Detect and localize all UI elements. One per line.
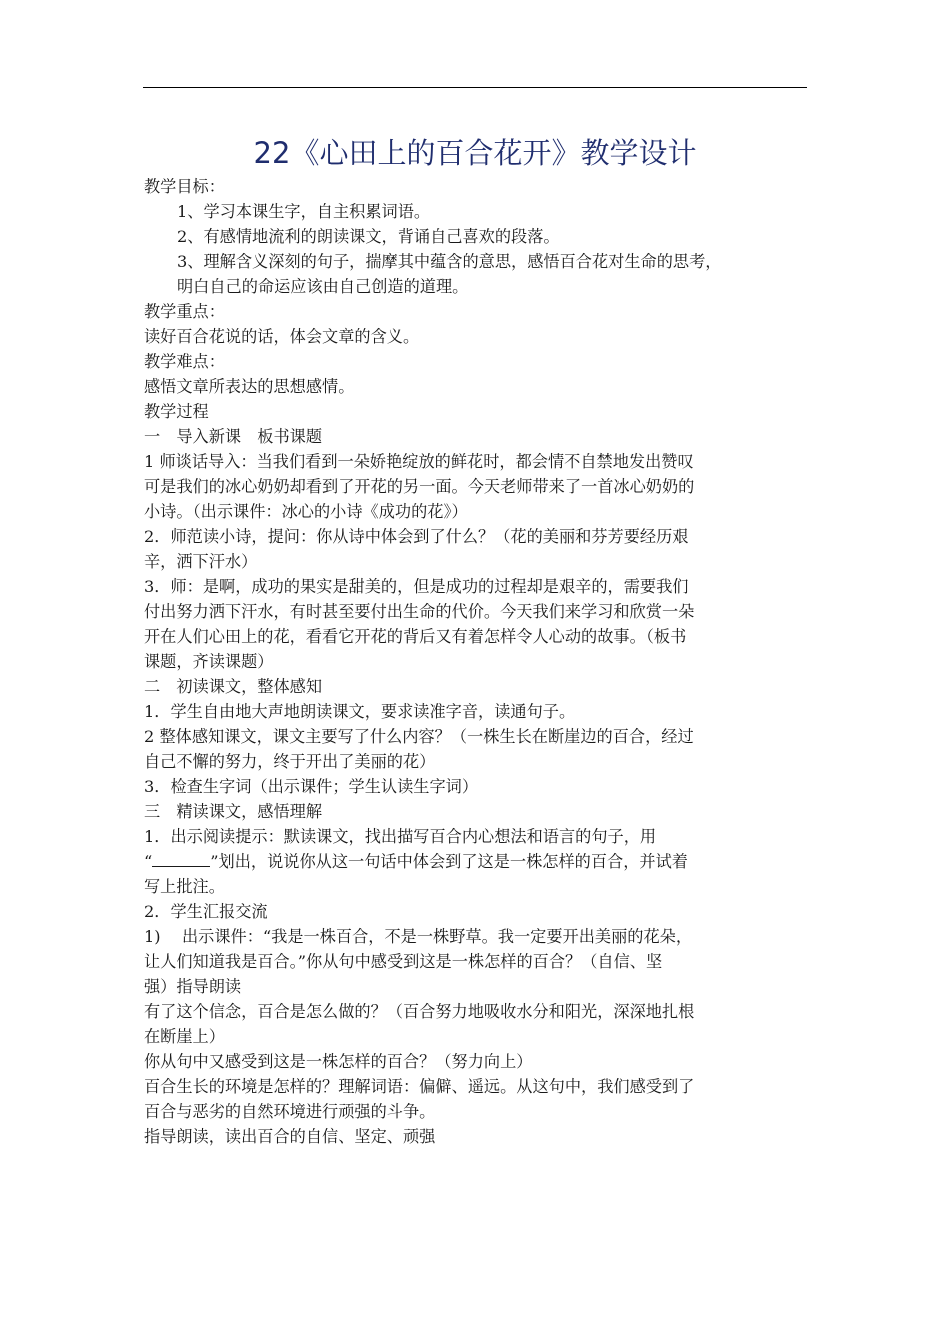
objective-item-1: 1、学习本课生字，自主积累词语。	[177, 202, 431, 221]
paragraph-line: 1．出示阅读提示：默读课文，找出描写百合内心想法和语言的句子，用	[144, 827, 657, 846]
paragraph-line: 指导朗读，读出百合的自信、坚定、顽强	[144, 1127, 436, 1146]
paragraph-line: 1 师谈话导入：当我们看到一朵娇艳绽放的鲜花时，都会情不自禁地发出赞叹	[144, 452, 694, 471]
section-heading-process: 教学过程	[144, 402, 209, 421]
document-body	[144, 174, 808, 1149]
objective-item-2: 2、有感情地流利的朗读课文，背诵自己喜欢的段落。	[177, 227, 560, 246]
objective-item-3-cont: 明白自己的命运应该由自己创造的道理。	[177, 277, 469, 296]
paragraph-line: 2．师范读小诗，提问：你从诗中体会到了什么？（花的美丽和芬芳要经历艰	[144, 527, 689, 546]
paragraph-line: 百合生长的环境是怎样的？理解词语：偏僻、遥远。从这句中，我们感受到了	[144, 1077, 695, 1096]
paragraph-line: 3．师：是啊，成功的果实是甜美的，但是成功的过程却是艰辛的，需要我们	[144, 577, 689, 596]
open-quote: “	[144, 852, 153, 871]
paragraph-line: 1) 出示课件：“我是一株百合，不是一株野草。我一定要开出美丽的花朵，	[144, 927, 693, 946]
fill-in-blank	[152, 849, 210, 867]
paragraph-line: 有了这个信念，百合是怎么做的？（百合努力地吸收水分和阳光，深深地扎根	[144, 1002, 695, 1021]
header-rule	[143, 87, 807, 88]
objective-item-3: 3、理解含义深刻的句子，揣摩其中蕴含的意思，感悟百合花对生命的思考，	[177, 252, 722, 271]
paragraph-line: 写上批注。	[144, 877, 225, 896]
paragraph-line: 小诗。（出示课件：冰心的小诗《成功的花》）	[144, 502, 468, 521]
difficulty-text: 感悟文章所表达的思想感情。	[144, 377, 355, 396]
blank-line-text: ”划出，说说你从这一句话中体会到了这是一株怎样的百合，并试着	[210, 852, 688, 871]
step-heading-2: 二 初读课文，整体感知	[144, 677, 323, 696]
section-heading-key-point: 教学重点：	[144, 302, 225, 321]
step-heading-1: 一 导入新课 板书课题	[144, 427, 323, 446]
document-title: 22《心田上的百合花开》教学设计	[253, 136, 697, 170]
paragraph-line: 1．学生自由地大声地朗读课文，要求读准字音，读通句子。	[144, 702, 576, 721]
paragraph-line: 2 整体感知课文，课文主要写了什么内容？（一株生长在断崖边的百合，经过	[144, 727, 694, 746]
paragraph-line: 自己不懈的努力，终于开出了美丽的花）	[144, 752, 436, 771]
section-heading-difficulty: 教学难点：	[144, 352, 225, 371]
paragraph-line: 3．检查生字词（出示课件；学生认读生字词）	[144, 777, 479, 796]
paragraph-line: 课题，齐读课题）	[144, 652, 274, 671]
step-heading-3: 三 精读课文，感悟理解	[144, 802, 323, 821]
paragraph-line: 你从句中又感受到这是一株怎样的百合？（努力向上）	[144, 1052, 533, 1071]
paragraph-line: 可是我们的冰心奶奶却看到了开花的另一面。今天老师带来了一首冰心奶奶的	[144, 477, 695, 496]
key-point-text: 读好百合花说的话，体会文章的含义。	[144, 327, 420, 346]
paragraph-line: 付出努力洒下汗水，有时甚至要付出生命的代价。今天我们来学习和欣赏一朵	[144, 602, 695, 621]
paragraph-line: 2．学生汇报交流	[144, 902, 268, 921]
paragraph-line: 开在人们心田上的花，看看它开花的背后又有着怎样令人心动的故事。（板书	[144, 627, 687, 646]
paragraph-line-with-blank	[144, 849, 808, 874]
paragraph-line: 让人们知道我是百合。”你从句中感受到这是一株怎样的百合？（自信、坚	[144, 952, 663, 971]
paragraph-line: 强）指导朗读	[144, 977, 242, 996]
paragraph-line: 百合与恶劣的自然环境进行顽强的斗争。	[144, 1102, 436, 1121]
paragraph-line: 辛，洒下汗水）	[144, 552, 258, 571]
paragraph-line: 在断崖上）	[144, 1027, 225, 1046]
section-heading-objectives: 教学目标：	[144, 177, 225, 196]
